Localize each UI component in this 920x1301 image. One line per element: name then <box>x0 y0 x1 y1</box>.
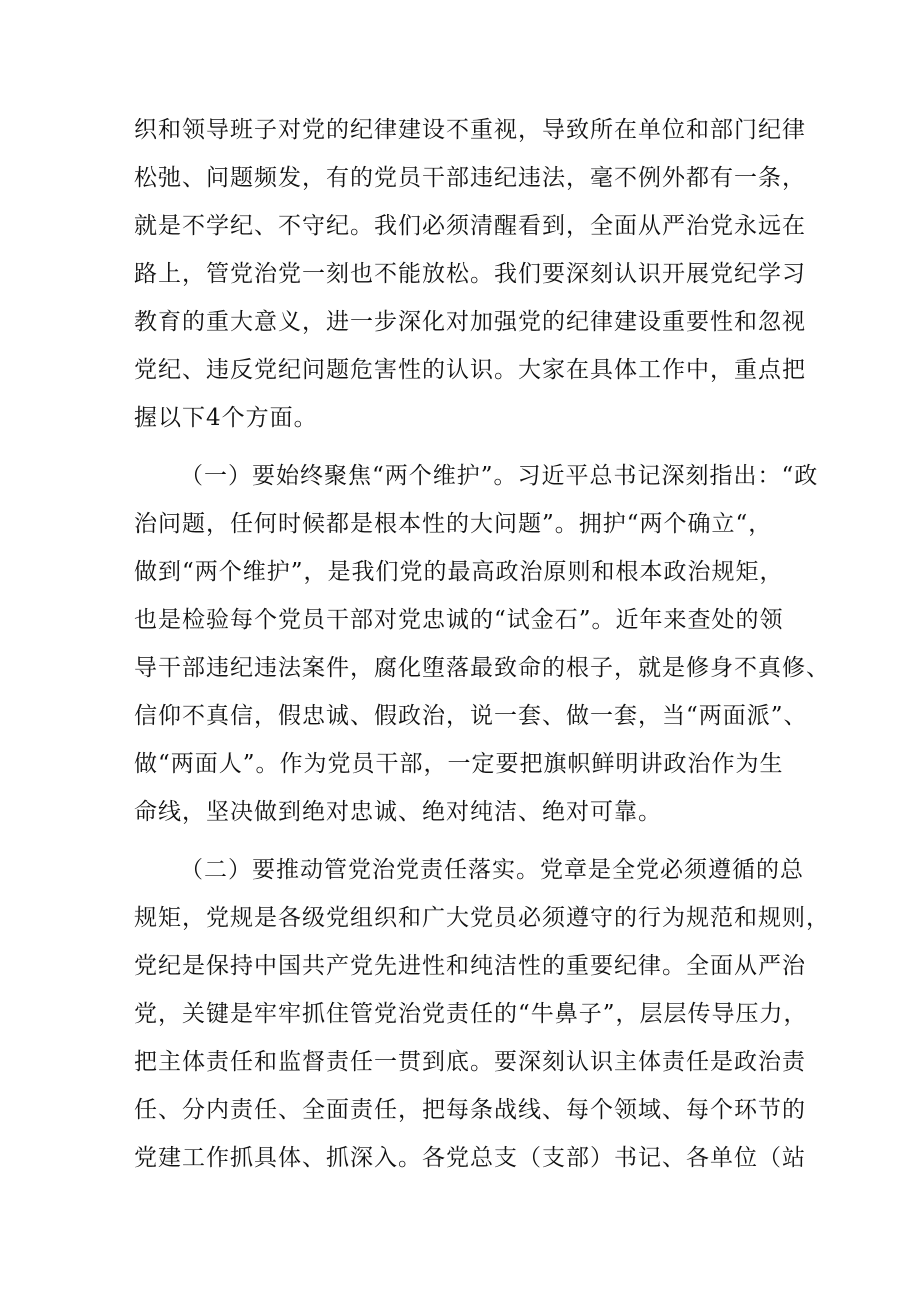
text-line: 松弛、问题频发，有的党员干部违纪违法，毫不例外都有一条， <box>134 165 806 191</box>
text-line: 路上，管党治党一刻也不能放松。我们要深刻认识开展党纪学习 <box>134 261 806 287</box>
text-line: 任、分内责任、全面责任，把每条战线、每个领域、每个环节的 <box>134 1097 806 1123</box>
text-line: 教育的重大意义，进一步深化对加强党的纪律建设重要性和忽视 <box>134 309 806 335</box>
text-line: 做到“两个维护”，是我们党的最高政治原则和根本政治规矩， <box>134 559 784 585</box>
paragraph-continuation <box>134 106 804 442</box>
paragraph-section-two <box>134 846 830 1182</box>
text-line: 也是检验每个党员干部对党忠诚的“试金石”。近年来查处的领 <box>134 607 784 633</box>
text-line: 握以下4个方面。 <box>134 405 318 431</box>
text-line: 党，关键是牢牢抓住管党治党责任的“牛鼻子”，层层传导压力， <box>134 1001 808 1027</box>
text-line: 治问题，任何时候都是根本性的大问题”。拥护“两个确立“， <box>134 511 773 537</box>
text-line: 命线，坚决做到绝对忠诚、绝对纯洁、绝对可靠。 <box>134 799 662 825</box>
text-line: 信仰不真信，假忠诚、假政治，说一套、做一套，当“两面派”、 <box>134 703 808 729</box>
text-line: 把主体责任和监督责任一贯到底。要深刻认识主体责任是政治责 <box>134 1049 806 1075</box>
paragraph-section-one <box>134 452 830 836</box>
text-line: （二）要推动管党治党责任落实。党章是全党必须遵循的总 <box>180 857 804 883</box>
text-line: 织和领导班子对党的纪律建设不重视，导致所在单位和部门纪律 <box>134 117 806 143</box>
text-line: 做“两面人”。作为党员干部，一定要把旗帜鲜明讲政治作为生 <box>134 751 784 777</box>
text-line: 规矩，党规是各级党组织和广大党员必须遵守的行为规范和规则， <box>134 905 830 931</box>
text-line: 党纪、违反党纪问题危害性的认识。大家在具体工作中，重点把 <box>134 357 806 383</box>
text-line: 就是不学纪、不守纪。我们必须清醒看到，全面从严治党永远在 <box>134 213 806 239</box>
text-line: （一）要始终聚焦“两个维护”。习近平总书记深刻指出：“政 <box>180 463 819 489</box>
text-line: 党建工作抓具体、抓深入。各党总支（支部）书记、各单位（站 <box>134 1145 806 1171</box>
text-line: 导干部违纪违法案件，腐化堕落最致命的根子，就是修身不真修、 <box>134 655 830 681</box>
text-line: 党纪是保持中国共产党先进性和纯洁性的重要纪律。全面从严治 <box>134 953 806 979</box>
